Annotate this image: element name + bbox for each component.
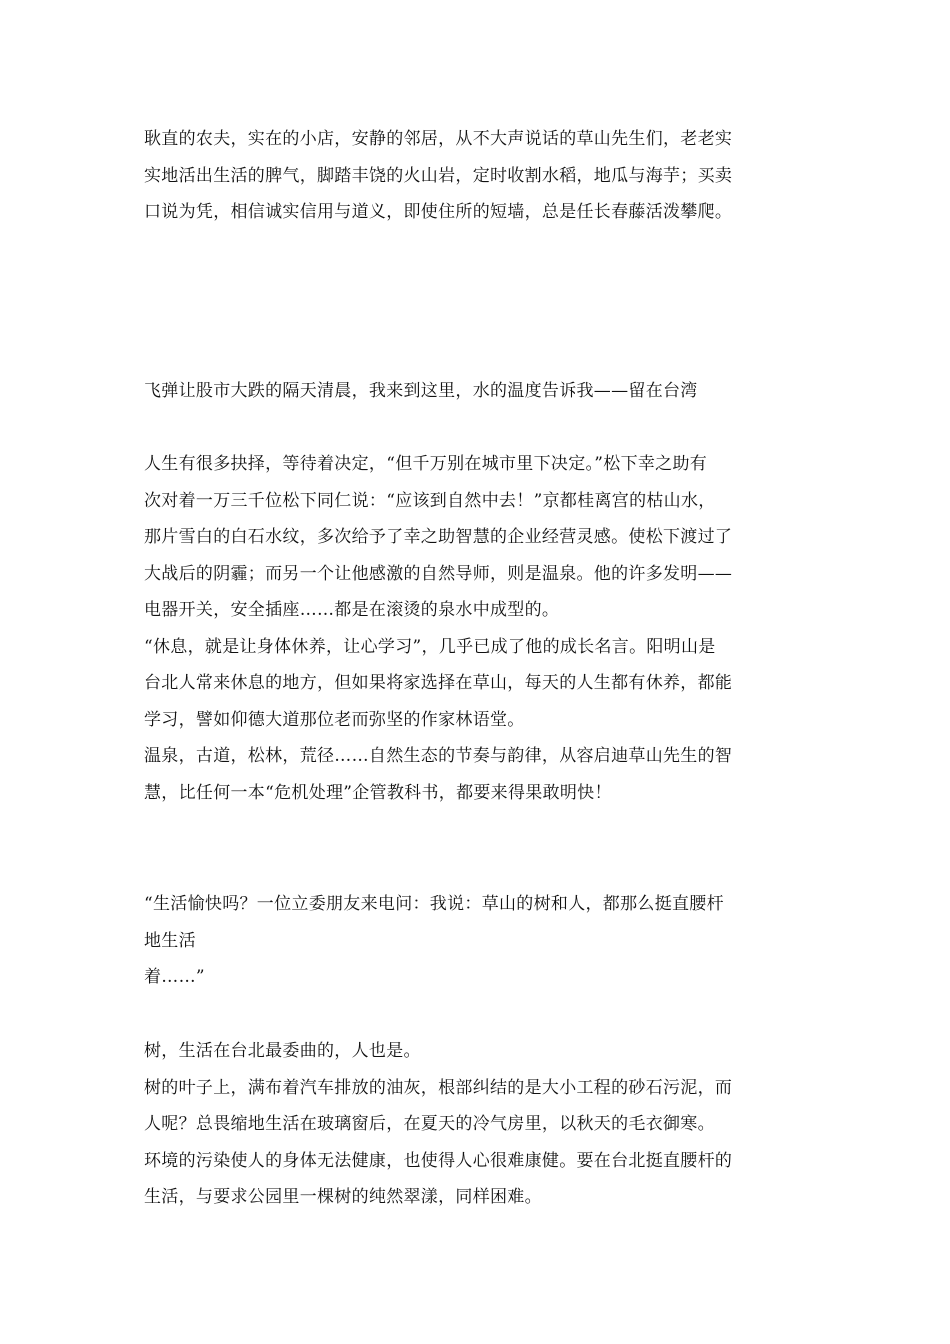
text-line: 次对着一万三千位松下同仁说：“应该到自然中去！”京都桂离宫的枯山水， [144, 490, 716, 511]
text-line: 着……” [144, 967, 205, 987]
text-line: “生活愉快吗？一位立委朋友来电问：我说：草山的树和人，都那么挺直腰杆 [144, 894, 724, 914]
text-line: 环境的污染使人的身体无法健康，也使得人心很难康健。要在台北挺直腰杆的 [144, 1150, 733, 1171]
text-line: 耿直的农夫，实在的小店，安静的邻居，从不大声说话的草山先生们，老老实 [144, 129, 733, 149]
text-line: 实地活出生活的脾气，脚踏丰饶的火山岩，定时收割水稻，地瓜与海芋；买卖 [144, 165, 733, 186]
text-line: 慧，比任何一本“危机处理”企管教科书，都要来得果敢明快！ [144, 782, 612, 803]
text-line: 人呢？总畏缩地生活在玻璃窗后，在夏天的冷气房里，以秋天的毛衣御寒。 [144, 1114, 715, 1134]
text-line: 树的叶子上，满布着汽车排放的油灰，根部纠结的是大小工程的砂石污泥，而 [144, 1077, 733, 1098]
text-line: 人生有很多抉择，等待着决定，“但千万别在城市里下决定。”松下幸之助有 [144, 454, 708, 474]
heading-line: 飞弹让股市大跌的隔天清晨，我来到这里，水的温度告诉我——留在台湾 [144, 381, 698, 401]
text-line: 那片雪白的白石水纹，多次给予了幸之助智慧的企业经营灵感。使松下渡过了 [144, 527, 733, 547]
text-line: 学习，譬如仰德大道那位老而弥坚的作家林语堂。 [144, 709, 525, 730]
text-line: 台北人常来休息的地方，但如果将家选择在草山，每天的人生都有休养，都能 [144, 673, 733, 693]
text-line: 大战后的阴霾；而另一个让他感激的自然导师，则是温泉。他的许多发明—— [144, 563, 733, 584]
text-line: 树，生活在台北最委曲的，人也是。 [144, 1041, 421, 1061]
section-heading [144, 373, 804, 410]
paragraph-grass-mountain-residents [144, 121, 804, 231]
text-line: “休息，就是让身体休养，让心学习”，几乎已成了他的成长名言。阳明山是 [144, 636, 716, 657]
paragraph-matsushita [144, 446, 804, 811]
text-line: 口说为凭，相信诚实信用与道义，即使住所的短墙，总是任长春藤活泼攀爬。 [144, 202, 733, 222]
text-line: 生活，与要求公园里一棵树的纯然翠漾，同样困难。 [144, 1187, 542, 1207]
paragraph-trees-taipei [144, 1033, 804, 1216]
paragraph-quote [144, 886, 804, 996]
text-line: 地生活 [144, 930, 196, 951]
text-line: 温泉，古道，松林，荒径……自然生态的节奏与韵律，从容启迪草山先生的智 [144, 746, 733, 766]
text-line: 电器开关，安全插座……都是在滚烫的泉水中成型的。 [144, 600, 560, 620]
